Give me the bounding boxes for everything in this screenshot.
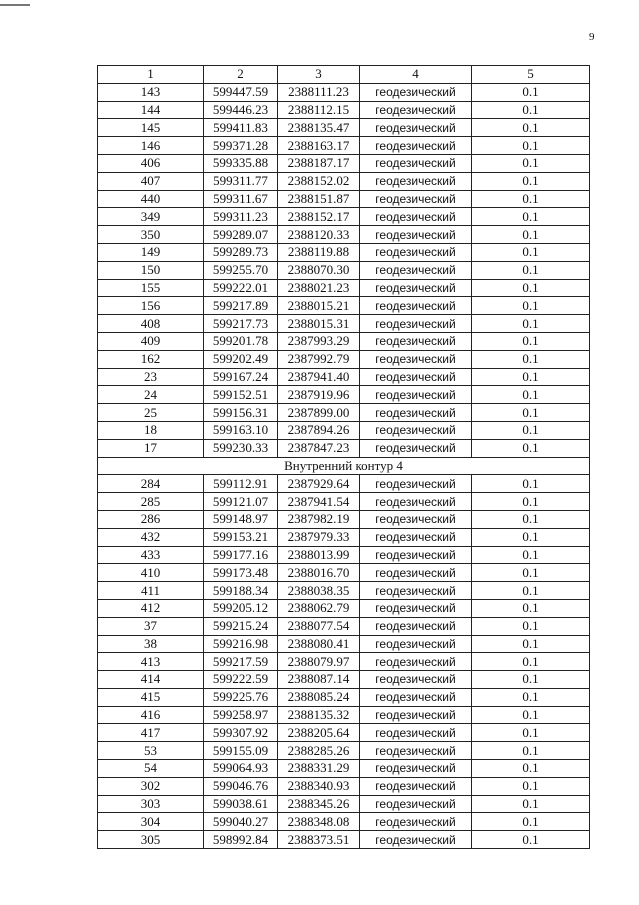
cell-x-coordinate: 599311.77 (204, 172, 278, 190)
table-row (98, 332, 590, 350)
cell-point-number: 37 (98, 617, 204, 635)
cell-x-coordinate: 599163.10 (204, 421, 278, 439)
cell-x-coordinate: 599215.24 (204, 617, 278, 635)
header-cell-4: 4 (360, 66, 472, 84)
cell-method: геодезический (360, 528, 472, 546)
cell-point-number: 416 (98, 706, 204, 724)
table-row (98, 599, 590, 617)
cell-y-coordinate: 2388331.29 (278, 760, 360, 778)
table-row (98, 688, 590, 706)
table-row (98, 528, 590, 546)
table-row (98, 137, 590, 155)
cell-method: геодезический (360, 688, 472, 706)
table-row (98, 510, 590, 528)
cell-method: геодезический (360, 493, 472, 511)
table-row (98, 386, 590, 404)
cell-point-number: 305 (98, 831, 204, 849)
section-title: Внутренний контур 4 (98, 457, 590, 475)
cell-point-number: 17 (98, 439, 204, 457)
cell-y-coordinate: 2388077.54 (278, 617, 360, 635)
table-row (98, 564, 590, 582)
table-row (98, 831, 590, 849)
cell-y-coordinate: 2387899.00 (278, 404, 360, 422)
cell-point-number: 38 (98, 635, 204, 653)
cell-x-coordinate: 599155.09 (204, 742, 278, 760)
cell-accuracy: 0.1 (472, 831, 590, 849)
header-cell-2: 2 (204, 66, 278, 84)
cell-accuracy: 0.1 (472, 368, 590, 386)
table-row (98, 350, 590, 368)
table-row (98, 475, 590, 493)
cell-x-coordinate: 599205.12 (204, 599, 278, 617)
cell-y-coordinate: 2388187.17 (278, 154, 360, 172)
cell-accuracy: 0.1 (472, 510, 590, 528)
section-row (98, 457, 590, 475)
cell-x-coordinate: 599311.23 (204, 208, 278, 226)
cell-y-coordinate: 2388152.17 (278, 208, 360, 226)
cell-x-coordinate: 599040.27 (204, 813, 278, 831)
cell-method: геодезический (360, 582, 472, 600)
cell-point-number: 440 (98, 190, 204, 208)
cell-method: геодезический (360, 510, 472, 528)
cell-accuracy: 0.1 (472, 297, 590, 315)
cell-method: геодезический (360, 439, 472, 457)
cell-y-coordinate: 2388135.47 (278, 119, 360, 137)
cell-accuracy: 0.1 (472, 386, 590, 404)
cell-x-coordinate: 599153.21 (204, 528, 278, 546)
cell-y-coordinate: 2388079.97 (278, 653, 360, 671)
cell-method: геодезический (360, 831, 472, 849)
cell-x-coordinate: 599112.91 (204, 475, 278, 493)
cell-accuracy: 0.1 (472, 404, 590, 422)
cell-method: геодезический (360, 617, 472, 635)
table-row (98, 617, 590, 635)
cell-point-number: 407 (98, 172, 204, 190)
cell-y-coordinate: 2388340.93 (278, 777, 360, 795)
cell-x-coordinate: 599046.76 (204, 777, 278, 795)
cell-point-number: 349 (98, 208, 204, 226)
cell-x-coordinate: 599225.76 (204, 688, 278, 706)
cell-y-coordinate: 2388085.24 (278, 688, 360, 706)
cell-method: геодезический (360, 635, 472, 653)
cell-point-number: 433 (98, 546, 204, 564)
table-row (98, 777, 590, 795)
cell-point-number: 304 (98, 813, 204, 831)
table-row (98, 368, 590, 386)
cell-accuracy: 0.1 (472, 243, 590, 261)
cell-accuracy: 0.1 (472, 617, 590, 635)
cell-y-coordinate: 2388163.17 (278, 137, 360, 155)
cell-accuracy: 0.1 (472, 172, 590, 190)
cell-accuracy: 0.1 (472, 190, 590, 208)
cell-y-coordinate: 2388111.23 (278, 83, 360, 101)
cell-y-coordinate: 2387982.19 (278, 510, 360, 528)
table-row (98, 119, 590, 137)
cell-accuracy: 0.1 (472, 439, 590, 457)
cell-method: геодезический (360, 137, 472, 155)
cell-point-number: 412 (98, 599, 204, 617)
header-cell-3: 3 (278, 66, 360, 84)
cell-point-number: 350 (98, 226, 204, 244)
table-row (98, 760, 590, 778)
cell-x-coordinate: 598992.84 (204, 831, 278, 849)
cell-x-coordinate: 599188.34 (204, 582, 278, 600)
cell-point-number: 23 (98, 368, 204, 386)
cell-accuracy: 0.1 (472, 546, 590, 564)
cell-x-coordinate: 599064.93 (204, 760, 278, 778)
cell-y-coordinate: 2388152.02 (278, 172, 360, 190)
cell-method: геодезический (360, 332, 472, 350)
cell-accuracy: 0.1 (472, 795, 590, 813)
cell-x-coordinate: 599177.16 (204, 546, 278, 564)
cell-y-coordinate: 2388205.64 (278, 724, 360, 742)
cell-y-coordinate: 2388151.87 (278, 190, 360, 208)
cell-y-coordinate: 2388015.31 (278, 315, 360, 333)
cell-x-coordinate: 599167.24 (204, 368, 278, 386)
cell-y-coordinate: 2387993.29 (278, 332, 360, 350)
table-row (98, 208, 590, 226)
cell-point-number: 18 (98, 421, 204, 439)
coordinates-table (97, 65, 590, 849)
cell-x-coordinate: 599217.73 (204, 315, 278, 333)
table-row (98, 671, 590, 689)
cell-x-coordinate: 599307.92 (204, 724, 278, 742)
cell-point-number: 162 (98, 350, 204, 368)
cell-x-coordinate: 599446.23 (204, 101, 278, 119)
cell-x-coordinate: 599121.07 (204, 493, 278, 511)
cell-method: геодезический (360, 243, 472, 261)
cell-accuracy: 0.1 (472, 724, 590, 742)
cell-point-number: 413 (98, 653, 204, 671)
cell-point-number: 408 (98, 315, 204, 333)
cell-accuracy: 0.1 (472, 564, 590, 582)
table-row (98, 315, 590, 333)
cell-x-coordinate: 599202.49 (204, 350, 278, 368)
cell-method: геодезический (360, 297, 472, 315)
cell-y-coordinate: 2387847.23 (278, 439, 360, 457)
cell-accuracy: 0.1 (472, 83, 590, 101)
cell-accuracy: 0.1 (472, 154, 590, 172)
table-row (98, 653, 590, 671)
scan-edge-mark (0, 4, 30, 6)
table-row (98, 546, 590, 564)
cell-point-number: 432 (98, 528, 204, 546)
table-row (98, 813, 590, 831)
cell-point-number: 146 (98, 137, 204, 155)
cell-y-coordinate: 2388021.23 (278, 279, 360, 297)
cell-method: геодезический (360, 653, 472, 671)
cell-point-number: 150 (98, 261, 204, 279)
cell-x-coordinate: 599289.07 (204, 226, 278, 244)
cell-method: геодезический (360, 706, 472, 724)
cell-point-number: 24 (98, 386, 204, 404)
cell-y-coordinate: 2388070.30 (278, 261, 360, 279)
cell-point-number: 143 (98, 83, 204, 101)
cell-point-number: 284 (98, 475, 204, 493)
cell-accuracy: 0.1 (472, 350, 590, 368)
cell-y-coordinate: 2387941.54 (278, 493, 360, 511)
cell-method: геодезический (360, 795, 472, 813)
cell-method: геодезический (360, 475, 472, 493)
cell-accuracy: 0.1 (472, 599, 590, 617)
cell-accuracy: 0.1 (472, 493, 590, 511)
cell-x-coordinate: 599148.97 (204, 510, 278, 528)
cell-x-coordinate: 599222.01 (204, 279, 278, 297)
cell-point-number: 285 (98, 493, 204, 511)
cell-accuracy: 0.1 (472, 671, 590, 689)
cell-method: геодезический (360, 777, 472, 795)
cell-method: геодезический (360, 279, 472, 297)
cell-method: геодезический (360, 226, 472, 244)
cell-accuracy: 0.1 (472, 635, 590, 653)
cell-x-coordinate: 599447.59 (204, 83, 278, 101)
cell-accuracy: 0.1 (472, 315, 590, 333)
cell-method: геодезический (360, 404, 472, 422)
cell-accuracy: 0.1 (472, 279, 590, 297)
cell-method: геодезический (360, 208, 472, 226)
cell-point-number: 53 (98, 742, 204, 760)
cell-accuracy: 0.1 (472, 582, 590, 600)
cell-y-coordinate: 2388345.26 (278, 795, 360, 813)
table-row (98, 742, 590, 760)
cell-point-number: 145 (98, 119, 204, 137)
cell-method: геодезический (360, 671, 472, 689)
cell-point-number: 155 (98, 279, 204, 297)
table-row (98, 795, 590, 813)
cell-accuracy: 0.1 (472, 653, 590, 671)
cell-y-coordinate: 2387979.33 (278, 528, 360, 546)
cell-method: геодезический (360, 83, 472, 101)
cell-accuracy: 0.1 (472, 528, 590, 546)
table-row (98, 493, 590, 511)
cell-x-coordinate: 599289.73 (204, 243, 278, 261)
cell-point-number: 286 (98, 510, 204, 528)
cell-x-coordinate: 599371.28 (204, 137, 278, 155)
cell-accuracy: 0.1 (472, 813, 590, 831)
cell-x-coordinate: 599152.51 (204, 386, 278, 404)
table-row (98, 172, 590, 190)
cell-point-number: 144 (98, 101, 204, 119)
cell-x-coordinate: 599255.70 (204, 261, 278, 279)
cell-x-coordinate: 599217.89 (204, 297, 278, 315)
cell-point-number: 149 (98, 243, 204, 261)
table-row (98, 635, 590, 653)
cell-point-number: 409 (98, 332, 204, 350)
cell-y-coordinate: 2387919.96 (278, 386, 360, 404)
cell-method: геодезический (360, 368, 472, 386)
cell-point-number: 406 (98, 154, 204, 172)
cell-y-coordinate: 2387894.26 (278, 421, 360, 439)
cell-point-number: 156 (98, 297, 204, 315)
cell-y-coordinate: 2388087.14 (278, 671, 360, 689)
cell-accuracy: 0.1 (472, 332, 590, 350)
table-row (98, 154, 590, 172)
cell-accuracy: 0.1 (472, 101, 590, 119)
cell-accuracy: 0.1 (472, 137, 590, 155)
header-row (98, 66, 590, 84)
cell-x-coordinate: 599230.33 (204, 439, 278, 457)
cell-point-number: 414 (98, 671, 204, 689)
cell-x-coordinate: 599222.59 (204, 671, 278, 689)
cell-method: геодезический (360, 154, 472, 172)
table-row (98, 421, 590, 439)
cell-x-coordinate: 599173.48 (204, 564, 278, 582)
cell-method: геодезический (360, 742, 472, 760)
cell-accuracy: 0.1 (472, 688, 590, 706)
cell-y-coordinate: 2387941.40 (278, 368, 360, 386)
page-number: 9 (589, 31, 595, 43)
cell-point-number: 415 (98, 688, 204, 706)
cell-method: геодезический (360, 101, 472, 119)
table-row (98, 226, 590, 244)
cell-y-coordinate: 2388348.08 (278, 813, 360, 831)
table-row (98, 243, 590, 261)
table-row (98, 261, 590, 279)
cell-method: геодезический (360, 261, 472, 279)
cell-y-coordinate: 2388015.21 (278, 297, 360, 315)
cell-accuracy: 0.1 (472, 777, 590, 795)
cell-method: геодезический (360, 119, 472, 137)
cell-x-coordinate: 599411.83 (204, 119, 278, 137)
cell-point-number: 25 (98, 404, 204, 422)
header-cell-1: 1 (98, 66, 204, 84)
cell-method: геодезический (360, 724, 472, 742)
table-row (98, 83, 590, 101)
table-row (98, 279, 590, 297)
cell-method: геодезический (360, 315, 472, 333)
cell-method: геодезический (360, 599, 472, 617)
cell-accuracy: 0.1 (472, 421, 590, 439)
cell-method: геодезический (360, 172, 472, 190)
cell-x-coordinate: 599038.61 (204, 795, 278, 813)
cell-y-coordinate: 2387929.64 (278, 475, 360, 493)
cell-method: геодезический (360, 760, 472, 778)
cell-accuracy: 0.1 (472, 119, 590, 137)
header-cell-5: 5 (472, 66, 590, 84)
cell-x-coordinate: 599217.59 (204, 653, 278, 671)
cell-method: геодезический (360, 421, 472, 439)
cell-y-coordinate: 2388016.70 (278, 564, 360, 582)
cell-x-coordinate: 599216.98 (204, 635, 278, 653)
cell-x-coordinate: 599201.78 (204, 332, 278, 350)
cell-x-coordinate: 599335.88 (204, 154, 278, 172)
table-row (98, 439, 590, 457)
cell-y-coordinate: 2388373.51 (278, 831, 360, 849)
cell-y-coordinate: 2388120.33 (278, 226, 360, 244)
cell-method: геодезический (360, 190, 472, 208)
table-row (98, 190, 590, 208)
cell-point-number: 302 (98, 777, 204, 795)
cell-y-coordinate: 2388062.79 (278, 599, 360, 617)
cell-accuracy: 0.1 (472, 226, 590, 244)
cell-y-coordinate: 2388038.35 (278, 582, 360, 600)
cell-y-coordinate: 2388112.15 (278, 101, 360, 119)
cell-point-number: 411 (98, 582, 204, 600)
cell-point-number: 410 (98, 564, 204, 582)
cell-y-coordinate: 2387992.79 (278, 350, 360, 368)
cell-point-number: 303 (98, 795, 204, 813)
cell-accuracy: 0.1 (472, 706, 590, 724)
cell-method: геодезический (360, 813, 472, 831)
cell-accuracy: 0.1 (472, 742, 590, 760)
cell-method: геодезический (360, 546, 472, 564)
cell-point-number: 54 (98, 760, 204, 778)
cell-accuracy: 0.1 (472, 261, 590, 279)
table-row (98, 404, 590, 422)
cell-y-coordinate: 2388135.32 (278, 706, 360, 724)
table-row (98, 101, 590, 119)
cell-y-coordinate: 2388013.99 (278, 546, 360, 564)
cell-accuracy: 0.1 (472, 760, 590, 778)
cell-method: геодезический (360, 350, 472, 368)
table-row (98, 297, 590, 315)
cell-y-coordinate: 2388285.26 (278, 742, 360, 760)
table-row (98, 724, 590, 742)
cell-x-coordinate: 599311.67 (204, 190, 278, 208)
cell-accuracy: 0.1 (472, 208, 590, 226)
coordinates-table-body (98, 66, 590, 849)
cell-method: геодезический (360, 386, 472, 404)
cell-x-coordinate: 599156.31 (204, 404, 278, 422)
cell-x-coordinate: 599258.97 (204, 706, 278, 724)
table-row (98, 706, 590, 724)
cell-accuracy: 0.1 (472, 475, 590, 493)
cell-method: геодезический (360, 564, 472, 582)
table-row (98, 582, 590, 600)
cell-point-number: 417 (98, 724, 204, 742)
cell-y-coordinate: 2388119.88 (278, 243, 360, 261)
cell-y-coordinate: 2388080.41 (278, 635, 360, 653)
